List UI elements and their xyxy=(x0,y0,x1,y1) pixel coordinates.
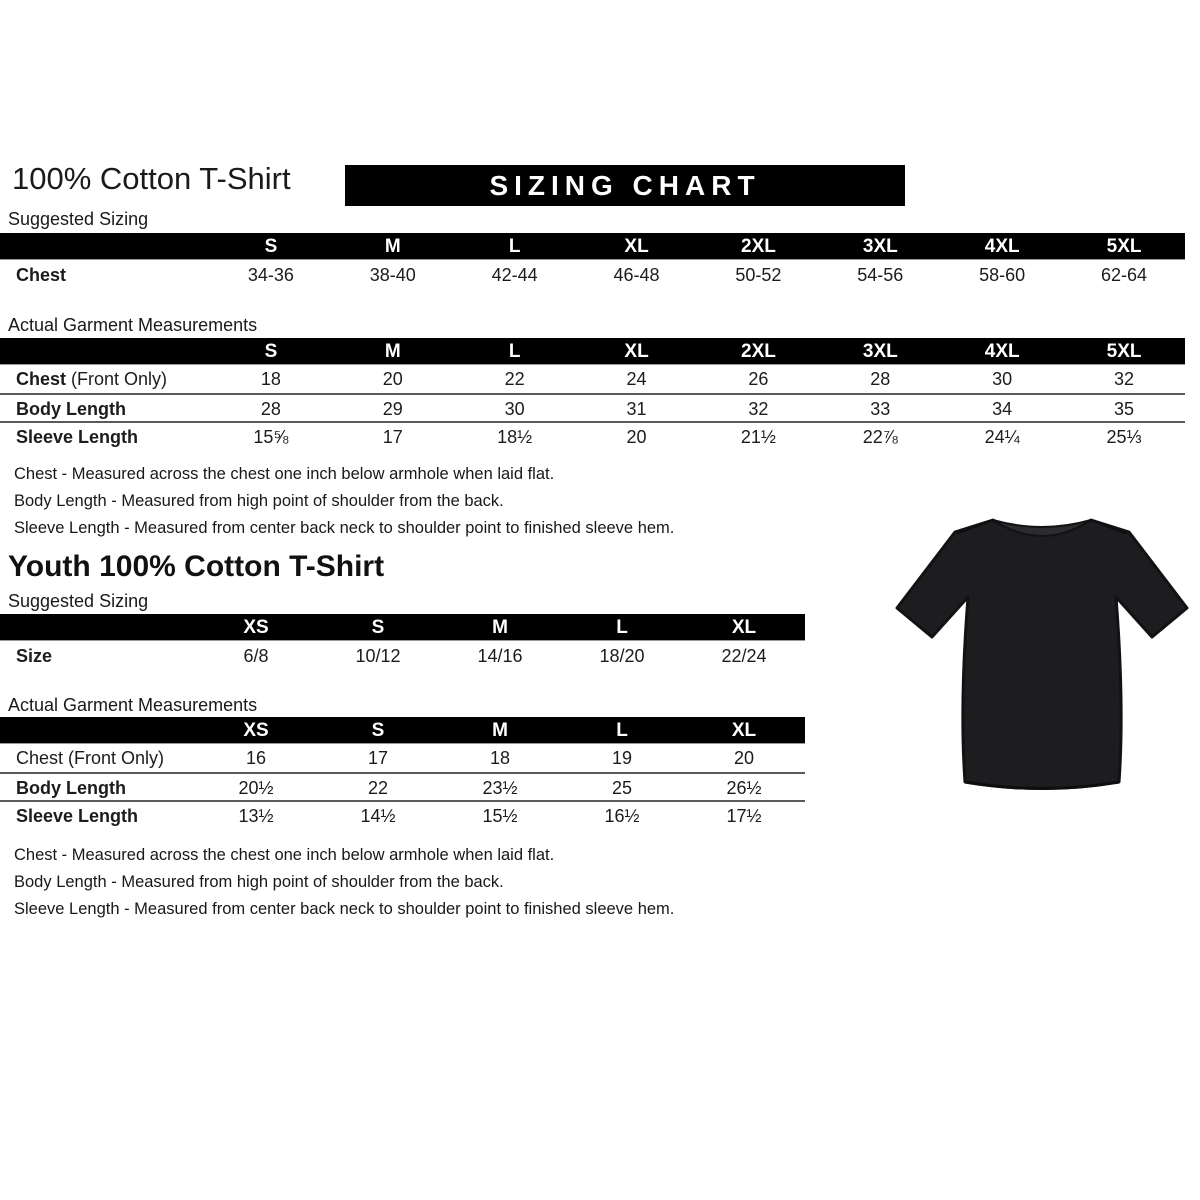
adult-actual-measurements-heading: Actual Garment Measurements xyxy=(8,315,258,335)
youth-measurement-notes xyxy=(14,842,674,923)
measurement-note: Chest - Measured across the chest one inch below armhole when laid flat. xyxy=(14,465,555,483)
cell-value: 30 xyxy=(992,369,1013,389)
tshirt-silhouette xyxy=(890,496,1195,798)
table-header-row xyxy=(0,614,805,641)
column-header: S xyxy=(264,341,278,362)
cell-value: 16 xyxy=(245,748,267,768)
row-label: Body Length xyxy=(16,778,126,798)
row-label: Sleeve Length xyxy=(16,806,139,826)
column-header: M xyxy=(492,617,508,638)
cell-value: 17 xyxy=(367,748,389,768)
cell-value: 22 xyxy=(367,778,389,798)
cell-value: 32 xyxy=(748,399,769,419)
column-header: 5XL xyxy=(1106,341,1142,362)
youth-suggested-sizing-heading: Suggested Sizing xyxy=(8,591,149,611)
table-row xyxy=(0,365,1185,393)
column-header: 2XL xyxy=(741,236,776,257)
cell-value: 23½ xyxy=(482,778,518,798)
adult-suggested-sizing-heading: Suggested Sizing xyxy=(8,209,149,229)
cell-value: 22⅞ xyxy=(862,427,898,447)
cell-value: 26 xyxy=(748,369,769,389)
sizing-chart-banner: SIZING CHART xyxy=(345,165,905,206)
table-row xyxy=(0,800,805,828)
cell-value: 35 xyxy=(1114,399,1135,419)
row-label: Chest (Front Only) xyxy=(16,748,165,768)
cell-value: 46-48 xyxy=(613,265,660,285)
cell-value: 16½ xyxy=(604,806,640,826)
cell-value: 30 xyxy=(504,399,525,419)
column-header: 5XL xyxy=(1106,236,1142,257)
table-header-row xyxy=(0,717,805,744)
column-header: S xyxy=(371,720,385,741)
column-header: L xyxy=(616,720,628,741)
cell-value: 25 xyxy=(611,778,633,798)
cell-value: 34-36 xyxy=(247,265,294,285)
cell-value: 26½ xyxy=(726,778,762,798)
table-row xyxy=(0,641,805,671)
cell-value: 38-40 xyxy=(369,265,416,285)
column-header: S xyxy=(371,617,385,638)
cell-value: 31 xyxy=(626,399,647,419)
cell-value: 17½ xyxy=(726,806,762,826)
cell-value: 10/12 xyxy=(355,646,401,666)
cell-value: 15⅝ xyxy=(253,427,289,447)
column-header: M xyxy=(384,236,401,257)
cell-value: 50-52 xyxy=(735,265,782,285)
cell-value: 17 xyxy=(382,427,403,447)
cell-value: 42-44 xyxy=(491,265,538,285)
cell-value: 21½ xyxy=(740,427,776,447)
adult-suggested-sizing-table xyxy=(0,233,1185,290)
measurement-note: Body Length - Measured from high point of shoulder from the back. xyxy=(14,492,504,510)
measurement-note: Chest - Measured across the chest one inch below armhole when laid flat. xyxy=(14,846,555,864)
cell-value: 20 xyxy=(626,427,647,447)
measurement-note: Body Length - Measured from high point of shoulder from the back. xyxy=(14,873,504,891)
cell-value: 24 xyxy=(626,369,647,389)
column-header: M xyxy=(384,341,401,362)
cell-value: 15½ xyxy=(482,806,518,826)
cell-value: 18½ xyxy=(497,427,533,447)
measurement-note: Sleeve Length - Measured from center back neck to shoulder point to finished sleeve hem. xyxy=(14,900,675,918)
cell-value: 13½ xyxy=(238,806,274,826)
column-header: XL xyxy=(731,617,757,638)
cell-value: 24¼ xyxy=(984,427,1020,447)
cell-value: 6/8 xyxy=(243,646,269,666)
cell-value: 54-56 xyxy=(857,265,904,285)
column-header: XL xyxy=(731,720,757,741)
header-spacer xyxy=(0,233,210,259)
youth-page-title: Youth 100% Cotton T-Shirt xyxy=(8,550,385,583)
header-spacer xyxy=(0,717,195,743)
youth-actual-measurements-table xyxy=(0,717,805,828)
cell-value: 34 xyxy=(992,399,1013,419)
row-label: Sleeve Length xyxy=(16,427,139,447)
table-row xyxy=(0,393,1185,421)
adult-measurement-notes xyxy=(14,461,674,542)
youth-suggested-sizing-table xyxy=(0,614,805,671)
table-row xyxy=(0,744,805,772)
column-header: 2XL xyxy=(741,341,776,362)
column-header: L xyxy=(508,341,521,362)
row-label: Size xyxy=(16,646,53,666)
table-row xyxy=(0,260,1185,290)
column-header: 4XL xyxy=(984,236,1020,257)
cell-value: 18 xyxy=(260,369,281,389)
column-header: 4XL xyxy=(984,341,1020,362)
cell-value: 25⅓ xyxy=(1106,427,1142,447)
cell-value: 18 xyxy=(489,748,511,768)
cell-value: 22/24 xyxy=(721,646,767,666)
column-header: L xyxy=(616,617,628,638)
cell-value: 20 xyxy=(382,369,403,389)
table-row xyxy=(0,421,1185,449)
tshirt-image xyxy=(890,496,1195,798)
cell-value: 14/16 xyxy=(477,646,523,666)
table-header-row xyxy=(0,233,1185,260)
cell-value: 20½ xyxy=(238,778,274,798)
column-header: M xyxy=(492,720,508,741)
row-label: Chest xyxy=(16,265,67,285)
cell-value: 19 xyxy=(611,748,633,768)
column-header: L xyxy=(508,236,521,257)
cell-value: 22 xyxy=(504,369,525,389)
column-header: 3XL xyxy=(862,341,898,362)
header-spacer xyxy=(0,338,210,364)
cell-value: 29 xyxy=(382,399,403,419)
cell-value: 62-64 xyxy=(1101,265,1148,285)
cell-value: 28 xyxy=(870,369,891,389)
cell-value: 20 xyxy=(733,748,755,768)
column-header: S xyxy=(264,236,278,257)
table-header-row xyxy=(0,338,1185,365)
row-label: Body Length xyxy=(16,399,126,419)
cell-value: 58-60 xyxy=(979,265,1026,285)
cell-value: 18/20 xyxy=(599,646,645,666)
youth-actual-measurements-heading: Actual Garment Measurements xyxy=(8,695,258,715)
table-row xyxy=(0,772,805,800)
row-label: Chest (Front Only) xyxy=(16,369,168,389)
cell-value: 28 xyxy=(260,399,281,419)
cell-value: 33 xyxy=(870,399,891,419)
cell-value: 14½ xyxy=(360,806,396,826)
page-title: 100% Cotton T-Shirt xyxy=(12,161,291,196)
column-header: 3XL xyxy=(862,236,898,257)
header-spacer xyxy=(0,614,195,640)
column-header: XS xyxy=(243,617,269,638)
column-header: XL xyxy=(624,236,649,257)
column-header: XS xyxy=(243,720,269,741)
column-header: XL xyxy=(624,341,649,362)
cell-value: 32 xyxy=(1114,369,1135,389)
measurement-note: Sleeve Length - Measured from center back neck to shoulder point to finished sleeve hem. xyxy=(14,519,675,537)
adult-actual-measurements-table xyxy=(0,338,1185,449)
